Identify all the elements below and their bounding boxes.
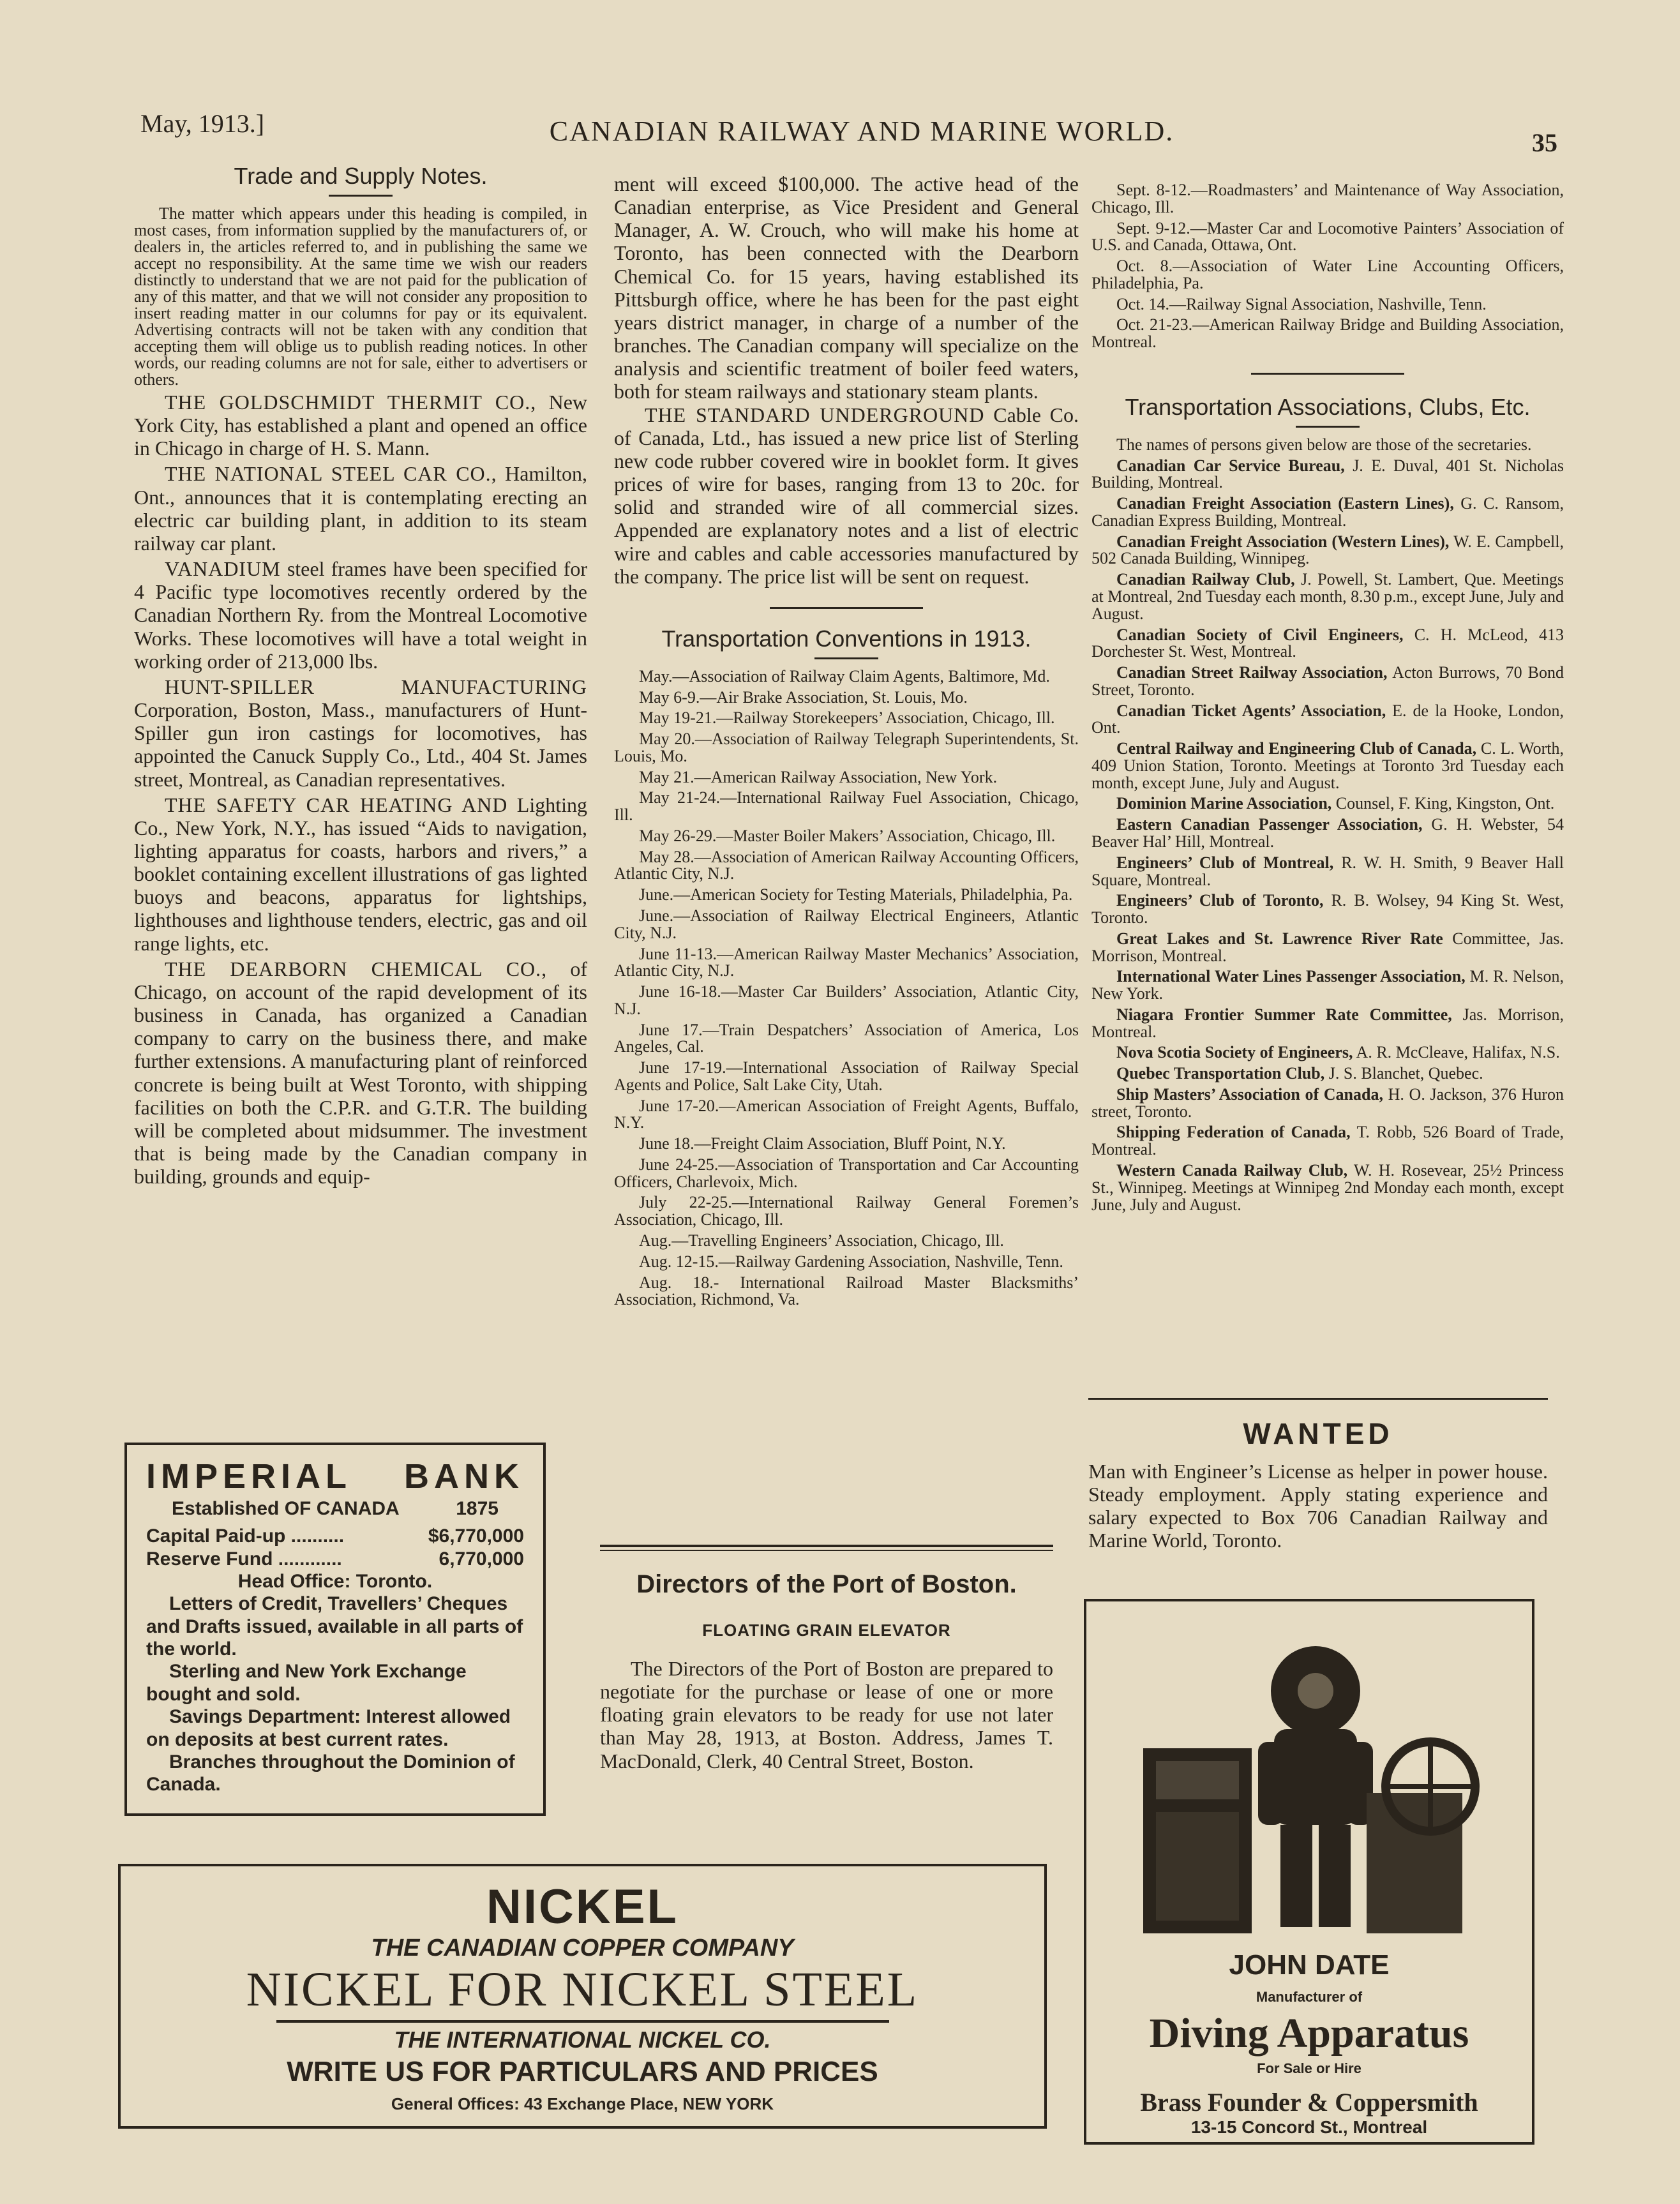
association-item [1091, 892, 1564, 927]
capital-label: Capital Paid-up .......... [146, 1526, 345, 1547]
dearborn-continuation: ment will exceed $100,000. The active head of the Canadian enterprise, as Vice President and General Manager, A. W. Crouch, who will make his home at Toronto, has been connected with the Dearborn Chemical Co. for 15 years, having established its Pittsburgh office, where he has been for the past eight years district manager, in charge of a number of the branches. The Canadian company will specialize on the analysis and scientific treatment of boiler feed waters, both for steam railways and stationary steam plants. [614, 172, 1079, 403]
trade-note-text: New York City, has established a plant and opened an office in Chicago in charge of H. S. Mann. [134, 391, 587, 460]
association-name: Dominion Marine Association, [1116, 794, 1332, 813]
conventions-list [614, 668, 1079, 1308]
section-rule [770, 607, 923, 609]
association-detail: J. Powell, St. Lambert, Que. Meetings at Montreal, 2nd Tuesday each month, 8.30 p.m., except June, July and August. [1091, 570, 1564, 623]
association-name: Western Canada Railway Club, [1116, 1160, 1348, 1180]
association-item [1091, 855, 1564, 889]
bank-est-text: Established OF CANADA [172, 1497, 400, 1519]
nickel-company-2: THE INTERNATIONAL NICKEL CO. [276, 2020, 889, 2053]
trade-note [134, 793, 587, 955]
convention-item: May 19-21.—Railway Storekeepers’ Association, Chicago, Ill. [639, 708, 1055, 728]
association-name: Great Lakes and St. Lawrence River Rate [1116, 929, 1443, 948]
association-detail: Counsel, F. King, Kingston, Ont. [1335, 794, 1555, 813]
convention-item: May 6-9.—Air Brake Association, St. Louis, Mo. [639, 687, 968, 707]
trade-notes-heading: Trade and Supply Notes. [234, 163, 488, 189]
convention-item: June 11-13.—American Railway Master Mechanics’ Association, Atlantic City, N.J. [614, 944, 1079, 980]
trade-note-lead: THE GOLDSCHMIDT THERMIT CO., [165, 391, 537, 414]
association-item [1091, 1044, 1564, 1061]
advertiser-trade: Brass Founder & Coppersmith [1140, 2088, 1478, 2117]
association-item [1091, 968, 1564, 1003]
advertiser-address: 13-15 Concord St., Montreal [1190, 2117, 1428, 2137]
convention-item: Oct. 21-23.—American Railway Bridge and Building Association, Montreal. [1091, 315, 1564, 352]
convention-item: June.—Association of Railway Electrical Engineers, Atlantic City, N.J. [614, 906, 1079, 942]
running-title: CANADIAN RAILWAY AND MARINE WORLD. [549, 116, 1174, 147]
diving-apparatus-ad [1084, 1599, 1534, 2145]
trade-note [134, 957, 587, 1188]
convention-item: Aug.—Travelling Engineers’ Association, Chicago, Ill. [639, 1231, 1004, 1250]
association-item [1091, 795, 1564, 813]
bank-established [146, 1497, 524, 1520]
trade-note-lead: THE NATIONAL STEEL CAR CO., [165, 462, 497, 486]
association-item [1091, 458, 1564, 492]
convention-item: May 21-24.—International Railway Fuel Association, Chicago, Ill. [614, 788, 1079, 825]
association-item [1091, 495, 1564, 530]
convention-item: Sept. 8-12.—Roadmasters’ and Maintenance of Way Association, Chicago, Ill. [1091, 181, 1564, 216]
trade-note [134, 391, 587, 460]
advertiser-mfr: Manufacturer of [1256, 1989, 1363, 2005]
association-detail: E. de la Hooke, London, Ont. [1091, 701, 1564, 737]
association-detail: T. Robb, 526 Board of Trade, Montreal. [1091, 1123, 1564, 1159]
trade-note [134, 675, 587, 791]
bank-letters: Letters of Credit, Travellers’ Cheques and Drafts issued, available in all parts of the world. [146, 1593, 523, 1660]
bank-title [146, 1457, 524, 1497]
association-name: Ship Masters’ Association of Canada, [1116, 1084, 1383, 1104]
page-number: 35 [1532, 128, 1557, 157]
reserve-value: 6,770,000 [439, 1548, 524, 1570]
nickel-address: General Offices: 43 Exchange Place, NEW YORK [391, 2094, 774, 2113]
association-name: International Water Lines Passenger Association, [1116, 967, 1466, 986]
association-detail: G. H. Webster, 54 Beaver Hal’ Hill, Montreal. [1091, 815, 1564, 851]
trade-note-lead: THE STANDARD UNDERGROUND [645, 403, 985, 426]
convention-item: Sept. 9-12.—Master Car and Locomotive Painters’ Association of U.S. and Canada, Ottawa, Ont. [1091, 218, 1564, 255]
association-name: Canadian Street Railway Association, [1116, 663, 1388, 682]
advertiser-sale: For Sale or Hire [1257, 2060, 1361, 2076]
bank-title-word: IMPERIAL [146, 1457, 352, 1496]
convention-item: May 20.—Association of Railway Telegraph Superintendents, St. Louis, Mo. [614, 730, 1079, 765]
boston-subtitle: FLOATING GRAIN ELEVATOR [702, 1621, 951, 1640]
association-detail: Acton Burrows, 70 Bond Street, Toronto. [1091, 663, 1564, 699]
convention-item: May 28.—Association of American Railway Accounting Officers, Atlantic City, N.J. [614, 847, 1079, 883]
association-item [1091, 1124, 1564, 1158]
association-item [1091, 664, 1564, 699]
convention-item: June 24-25.—Association of Transportation and Car Accounting Officers, Charlevoix, Mich. [614, 1155, 1079, 1191]
association-detail: G. C. Ransom, Canadian Express Building, Montreal. [1091, 494, 1564, 530]
wanted-text: Man with Engineer’s License as helper in power house. Steady employment. Apply stating experience and salary expected to Box 706 Canadian Railway and Marine World, Toronto. [1088, 1460, 1548, 1552]
association-item [1091, 816, 1564, 851]
trade-note-text: Corporation, Boston, Mass., manufacturers of Hunt-Spiller gun iron castings for locomotives, has appointed the Canuck Supply Co., Ltd., 404 St. James street, Montreal, as Canadian representatives. [134, 698, 587, 791]
conventions-list-continued [1091, 182, 1564, 351]
association-item [1091, 1007, 1564, 1041]
convention-item: July 22-25.—International Railway General Foremen’s Association, Chicago, Ill. [614, 1193, 1079, 1229]
boston-title: Directors of the Port of Boston. [636, 1570, 1017, 1598]
advertiser-product: Diving Apparatus [1149, 2010, 1469, 2057]
association-detail: C. L. Worth, 409 Union Station, Toronto. Meetings at Toronto 3rd Tuesday each month, except June, July and August. [1091, 739, 1564, 792]
associations-intro: The names of persons given below are those of the secretaries. [1116, 435, 1532, 454]
association-name: Canadian Ticket Agents’ Association, [1116, 701, 1386, 720]
association-name: Canadian Car Service Bureau, [1116, 456, 1345, 475]
association-name: Canadian Railway Club, [1116, 570, 1295, 589]
bank-title-word: BANK [404, 1457, 524, 1496]
bank-est-year: 1875 [456, 1497, 499, 1519]
associations-list [1091, 458, 1564, 1214]
association-item [1091, 571, 1564, 622]
issue-date: May, 1913.] [140, 109, 265, 138]
association-detail: J. S. Blanchet, Quebec. [1328, 1064, 1483, 1083]
nickel-headline: NICKEL [486, 1880, 679, 1934]
convention-item: June 17-19.—International Association of Railway Special Agents and Police, Salt Lake City, Utah. [614, 1058, 1079, 1094]
convention-item: June.—American Society for Testing Materials, Philadelphia, Pa. [639, 885, 1073, 904]
diver-illustration [1130, 1633, 1488, 1940]
association-name: Quebec Transportation Club, [1116, 1064, 1325, 1083]
capital-value: $6,770,000 [428, 1526, 524, 1547]
association-item [1091, 1065, 1564, 1083]
imperial-bank-ad [124, 1443, 546, 1816]
convention-item: June 17-20.—American Association of Freight Agents, Buffalo, N.Y. [614, 1096, 1079, 1132]
association-name: Canadian Freight Association (Eastern Lines), [1116, 494, 1454, 513]
trade-note-text: of Chicago, on account of the rapid development of its business in Canada, has organized a Canadian company to carry on the business there, and make further extensions. A manufacturing plant of reinforced concrete is being built at West Toronto, with shipping facilities on both the C.P.R. and G.T.R. The building will be completed about midsummer. The investment that is being made by the Canadian company in building, grounds and equip- [134, 957, 587, 1188]
heading-rule [329, 195, 393, 197]
bank-savings: Savings Department: Interest allowed on deposits at best current rates. [146, 1706, 511, 1750]
association-item [1091, 627, 1564, 661]
association-item [1091, 931, 1564, 965]
association-detail: H. O. Jackson, 376 Huron street, Toronto. [1091, 1084, 1564, 1121]
association-name: Engineers’ Club of Montreal, [1116, 853, 1334, 872]
column-1 [134, 163, 587, 1188]
association-detail: J. E. Duval, 401 St. Nicholas Building, Montreal. [1091, 456, 1564, 492]
trade-note [614, 403, 1079, 588]
association-detail: R. B. Wolsey, 94 King St. West, Toronto. [1091, 891, 1564, 927]
association-detail: W. E. Campbell, 502 Canada Building, Winnipeg. [1091, 532, 1564, 568]
association-detail: Jas. Morrison, Montreal. [1091, 1005, 1564, 1041]
nickel-slogan: NICKEL FOR NICKEL STEEL [246, 1963, 919, 2016]
association-detail: M. R. Nelson, New York. [1091, 967, 1564, 1003]
bank-capital [146, 1525, 524, 1547]
double-rule [600, 1545, 1053, 1551]
convention-item: May 21.—American Railway Association, New York. [639, 767, 998, 786]
association-detail: C. H. McLeod, 413 Dorchester St. West, Montreal. [1091, 625, 1564, 661]
trade-note-text: steel frames have been specified for 4 Pacific type locomotives recently ordered by the Canadian Northern Ry. from the Montreal Locomotive Works. These locomotives will have a total weight in working order of 213,000 lbs. [134, 557, 587, 673]
association-item [1091, 1086, 1564, 1121]
convention-item: June 17.—Train Despatchers’ Association of America, Los Angeles, Cal. [614, 1020, 1079, 1056]
convention-item: June 18.—Freight Claim Association, Bluff Point, N.Y. [639, 1134, 1006, 1153]
bank-branches: Branches throughout the Dominion of Canada. [146, 1751, 515, 1795]
association-name: Canadian Freight Association (Western Lines), [1116, 532, 1450, 551]
trade-notes-intro: The matter which appears under this heading is compiled, in most cases, from information supplied by the manufacturers of, or dealers in, the articles referred to, and in publishing the same we accept no responsibility. At the same time we wish our readers distinctly to understand that we are not paid for the publication of any of this matter, and that we will not consider any proposition to insert reading matter in our columns for pay or its equivalent. Advertising contracts will not be taken with any condition that accepting them will oblige us to publish reading notices. In other words, our reading columns are not for sale, either to advertisers or others. [134, 204, 587, 389]
reserve-label: Reserve Fund ............ [146, 1548, 342, 1570]
nickel-company: THE CANADIAN COPPER COMPANY [371, 1935, 794, 1961]
associations-heading: Transportation Associations, Clubs, Etc. [1125, 393, 1531, 420]
bank-head-office: Head Office: Toronto. [237, 1570, 433, 1592]
trade-note-text: Cable Co. of Canada, Ltd., has issued a new price list of Sterling new code rubber covered wire in booklet form. It gives prices of wire for bases, ranging from 13 to 20c. for solid and stranded wire of all commercial sizes. Appended are explanatory notes and a list of electric wire and cables and cable accessories manufactured by the company. The price list will be sent on request. [614, 403, 1079, 588]
trade-note-text: Hamilton, Ont., announces that it is contemplating erecting an electric car building plant, in addition to its steam railway car plant. [134, 462, 588, 555]
trade-notes-list [134, 391, 587, 1188]
association-item [1091, 1162, 1564, 1213]
convention-item: Aug. 12-15.—Railway Gardening Association, Nashville, Tenn. [639, 1252, 1063, 1271]
convention-item: Oct. 8.—Association of Water Line Accounting Officers, Philadelphia, Pa. [1091, 257, 1564, 292]
association-name: Engineers’ Club of Toronto, [1116, 891, 1324, 910]
trade-note-lead: VANADIUM [165, 557, 281, 581]
advertiser-name: JOHN DATE [1229, 1949, 1390, 1981]
heading-rule [1296, 426, 1360, 428]
association-name: Nova Scotia Society of Engineers, [1116, 1043, 1353, 1062]
association-name: Shipping Federation of Canada, [1116, 1123, 1351, 1142]
wanted-notice [1088, 1398, 1548, 1552]
wanted-title: WANTED [1243, 1417, 1393, 1450]
bank-reserve [146, 1548, 524, 1570]
association-item [1091, 703, 1564, 737]
column-2 [614, 172, 1079, 1312]
trade-note-lead: THE DEARBORN CHEMICAL CO., [165, 957, 548, 980]
association-detail: R. W. H. Smith, 9 Beaver Hall Square, Montreal. [1091, 853, 1564, 889]
nickel-call-to-action: WRITE US FOR PARTICULARS AND PRICES [287, 2056, 878, 2087]
convention-item: June 16-18.—Master Car Builders’ Association, Atlantic City, N.J. [614, 982, 1079, 1018]
trade-note-text: Lighting Co., New York, N.Y., has issued “Aids to navigation, lighting apparatus for coasts, harbors and rivers,” a booklet containing excellent illustrations of gas lighted buoys and beacons, apparatus for lightships, lighthouses and lighthouse tenders, electric, gas and oil range lights, etc. [134, 793, 588, 955]
column-3 [1091, 182, 1564, 1217]
conventions-heading: Transportation Conventions in 1913. [661, 625, 1031, 652]
boston-notice [600, 1545, 1053, 1773]
convention-item: May 26-29.—Master Boiler Makers’ Association, Chicago, Ill. [639, 826, 1056, 845]
trade-note-lead: THE SAFETY CAR HEATING AND [165, 793, 508, 816]
association-name: Eastern Canadian Passenger Association, [1116, 815, 1423, 834]
association-name: Niagara Frontier Summer Rate Committee, [1116, 1005, 1452, 1024]
trade-note [134, 462, 587, 555]
association-item [1091, 534, 1564, 568]
trade-note-lead: HUNT-SPILLER MANUFACTURING [165, 675, 587, 698]
heading-rule [814, 657, 878, 659]
bank-sterling: Sterling and New York Exchange bought and sold. [146, 1661, 467, 1705]
section-rule [1251, 373, 1404, 375]
section-rule [1088, 1398, 1548, 1400]
nickel-ad [118, 1864, 1047, 2129]
association-name: Canadian Society of Civil Engineers, [1116, 625, 1404, 644]
convention-item: Aug. 18.- International Railroad Master Blacksmiths’ Association, Richmond, Va. [614, 1273, 1079, 1309]
association-item [1091, 740, 1564, 791]
convention-item: Oct. 14.—Railway Signal Association, Nashville, Tenn. [1116, 294, 1487, 313]
trade-note [134, 557, 587, 673]
boston-text: The Directors of the Port of Boston are prepared to negotiate for the purchase or lease of one or more floating grain elevators to be ready for use not later than May 28, 1913, at Boston. Address, James T. MacDonald, Clerk, 40 Central Street, Boston. [600, 1657, 1053, 1773]
association-detail: W. H. Rosevear, 25½ Princess St., Winnipeg. Meetings at Winnipeg 2nd Monday each month, except June, July and August. [1091, 1160, 1564, 1214]
association-detail: Committee, Jas. Morrison, Montreal. [1091, 929, 1564, 965]
convention-item: May.—Association of Railway Claim Agents, Baltimore, Md. [639, 666, 1050, 686]
association-name: Central Railway and Engineering Club of Canada, [1116, 739, 1477, 758]
association-detail: A. R. McCleave, Halifax, N.S. [1356, 1043, 1560, 1062]
